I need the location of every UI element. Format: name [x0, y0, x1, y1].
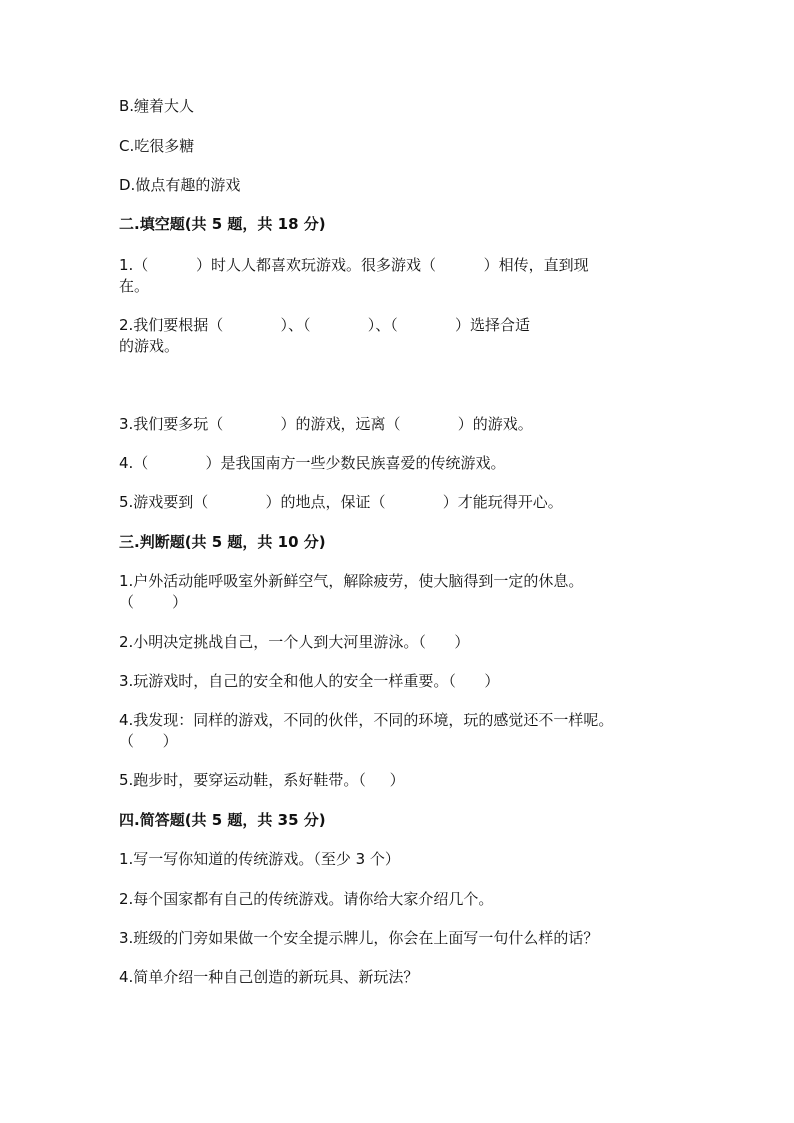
short-q1: 1.写一写你知道的传统游戏。（至少 3 个） — [119, 850, 400, 868]
section-2-title: 二.填空题(共 5 题，共 18 分) — [119, 215, 326, 233]
section-3-title: 三.判断题(共 5 题，共 10 分) — [119, 533, 326, 551]
judge-q5: 5.跑步时，要穿运动鞋，系好鞋带。（ ） — [119, 771, 405, 789]
option-c: C.吃很多糖 — [119, 137, 195, 155]
option-d: D.做点有趣的游戏 — [119, 176, 241, 194]
fill-q2-line2: 的游戏。 — [119, 337, 180, 355]
short-q4: 4.简单介绍一种自己创造的新玩具、新玩法？ — [119, 968, 419, 986]
section-4-title: 四.简答题(共 5 题，共 35 分) — [119, 811, 326, 829]
judge-q1-line1: 1.户外活动能呼吸室外新鲜空气，解除疲劳，使大脑得到一定的休息。 — [119, 572, 584, 590]
fill-q4: 4.（ ）是我国南方一些少数民族喜爱的传统游戏。 — [119, 454, 506, 472]
fill-q5: 5.游戏要到（ ）的地点，保证（ ）才能玩得开心。 — [119, 493, 563, 511]
judge-q4-line2: （ ） — [119, 732, 178, 750]
option-b: B.缠着大人 — [119, 97, 195, 115]
fill-q1-line2: 在。 — [119, 277, 150, 295]
fill-q2-line1: 2.我们要根据（ ）、（ ）、（ ）选择合适 — [119, 316, 530, 334]
judge-q3: 3.玩游戏时，自己的安全和他人的安全一样重要。（ ） — [119, 672, 500, 690]
short-q3: 3.班级的门旁如果做一个安全提示牌儿，你会在上面写一句什么样的话？ — [119, 929, 599, 947]
fill-q3: 3.我们要多玩（ ）的游戏，远离（ ）的游戏。 — [119, 415, 533, 433]
judge-q2: 2.小明决定挑战自己，一个人到大河里游泳。（ ） — [119, 633, 470, 651]
judge-q4-line1: 4.我发现：同样的游戏，不同的伙伴，不同的环境，玩的感觉还不一样呢。 — [119, 711, 614, 729]
short-q2: 2.每个国家都有自己的传统游戏。请你给大家介绍几个。 — [119, 890, 494, 908]
fill-q1-line1: 1.（ ）时人人都喜欢玩游戏。很多游戏（ ）相传，直到现 — [119, 256, 589, 274]
judge-q1-line2: （ ） — [119, 593, 188, 611]
